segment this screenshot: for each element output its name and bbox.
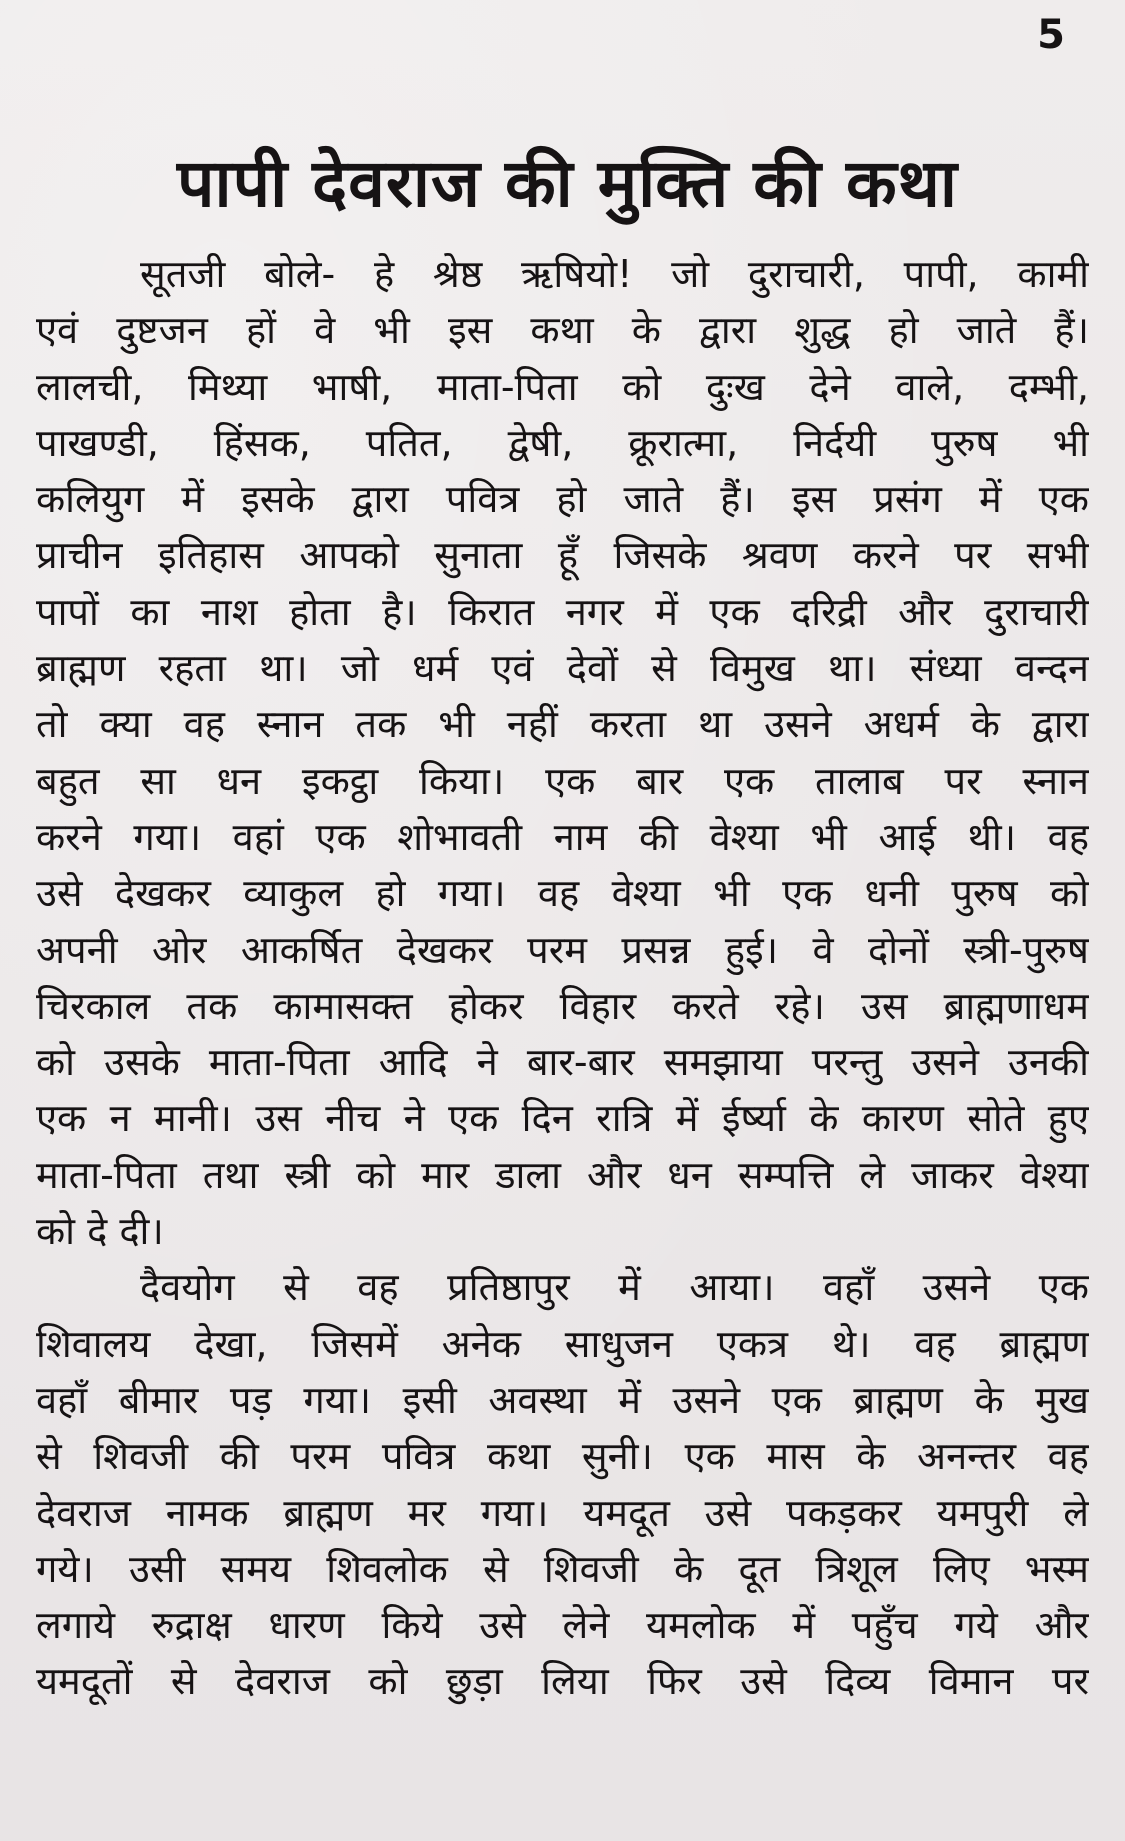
text-line: उसे देखकर व्याकुल हो गया। वह वेश्या भी एक धनी पुरुष को (36, 871, 1089, 916)
body-text (36, 246, 1089, 1710)
text-line: चिरकाल तक कामासक्त होकर विहार करते रहे। उस ब्राह्मणाधम (36, 983, 1089, 1028)
text-line: कलियुग में इसके द्वारा पवित्र हो जाते हैं। इस प्रसंग में एक (36, 477, 1089, 522)
paragraph-1 (36, 246, 1089, 1259)
text-line: दैवयोग से वह प्रतिष्ठापुर में आया। वहाँ उसने एक (140, 1265, 1089, 1310)
text-line: तो क्या वह स्नान तक भी नहीं करता था उसने अधर्म के द्वारा (36, 702, 1089, 747)
page-number: 5 (1037, 12, 1065, 58)
text-line: को उसके माता-पिता आदि ने बार-बार समझाया परन्तु उसने उनकी (36, 1040, 1089, 1085)
text-line: देवराज नामक ब्राह्मण मर गया। यमदूत उसे पकड़कर यमपुरी ले (36, 1490, 1089, 1535)
text-line: प्राचीन इतिहास आपको सुनाता हूँ जिसके श्रवण करने पर सभी (36, 533, 1089, 578)
text-line: को दे दी। (36, 1209, 164, 1254)
text-line: गये। उसी समय शिवलोक से शिवजी के दूत त्रिशूल लिए भस्म (36, 1546, 1089, 1591)
paragraph-2 (36, 1259, 1089, 1709)
text-line: ब्राह्मण रहता था। जो धर्म एवं देवों से विमुख था। संध्या वन्दन (36, 646, 1089, 691)
text-line: शिवालय देखा, जिसमें अनेक साधुजन एकत्र थे। वह ब्राह्मण (36, 1321, 1089, 1366)
text-line: वहाँ बीमार पड़ गया। इसी अवस्था में उसने एक ब्राह्मण के मुख (36, 1377, 1089, 1422)
chapter-title: पापी देवराज की मुक्ति की कथा (177, 145, 958, 222)
text-line: माता-पिता तथा स्त्री को मार डाला और धन सम्पत्ति ले जाकर वेश्या (36, 1152, 1089, 1197)
text-line: एवं दुष्टजन हों वे भी इस कथा के द्वारा शुद्ध हो जाते हैं। (36, 308, 1089, 353)
text-line: पाखण्डी, हिंसक, पतित, द्वेषी, क्रूरात्मा, निर्दयी पुरुष भी (36, 420, 1089, 465)
text-line: लालची, मिथ्या भाषी, माता-पिता को दुःख देने वाले, दम्भी, (36, 364, 1089, 409)
text-line: से शिवजी की परम पवित्र कथा सुनी। एक मास के अनन्तर वह (36, 1434, 1089, 1479)
text-line: अपनी ओर आकर्षित देखकर परम प्रसन्न हुई। वे दोनों स्त्री-पुरुष (36, 927, 1089, 972)
text-line: लगाये रुद्राक्ष धारण किये उसे लेने यमलोक में पहुँच गये और (36, 1603, 1089, 1648)
text-line: एक न मानी। उस नीच ने एक दिन रात्रि में ईर्ष्या के कारण सोते हुए (36, 1096, 1089, 1141)
text-line: पापों का नाश होता है। किरात नगर में एक दरिद्री और दुराचारी (36, 589, 1089, 634)
text-line: सूतजी बोले- हे श्रेष्ठ ऋषियो! जो दुराचारी, पापी, कामी (140, 252, 1089, 296)
text-line: बहुत सा धन इकट्ठा किया। एक बार एक तालाब पर स्नान (36, 758, 1089, 803)
text-line: यमदूतों से देवराज को छुड़ा लिया फिर उसे दिव्य विमान पर (36, 1659, 1089, 1704)
text-line: करने गया। वहां एक शोभावती नाम की वेश्या भी आई थी। वह (36, 814, 1089, 859)
